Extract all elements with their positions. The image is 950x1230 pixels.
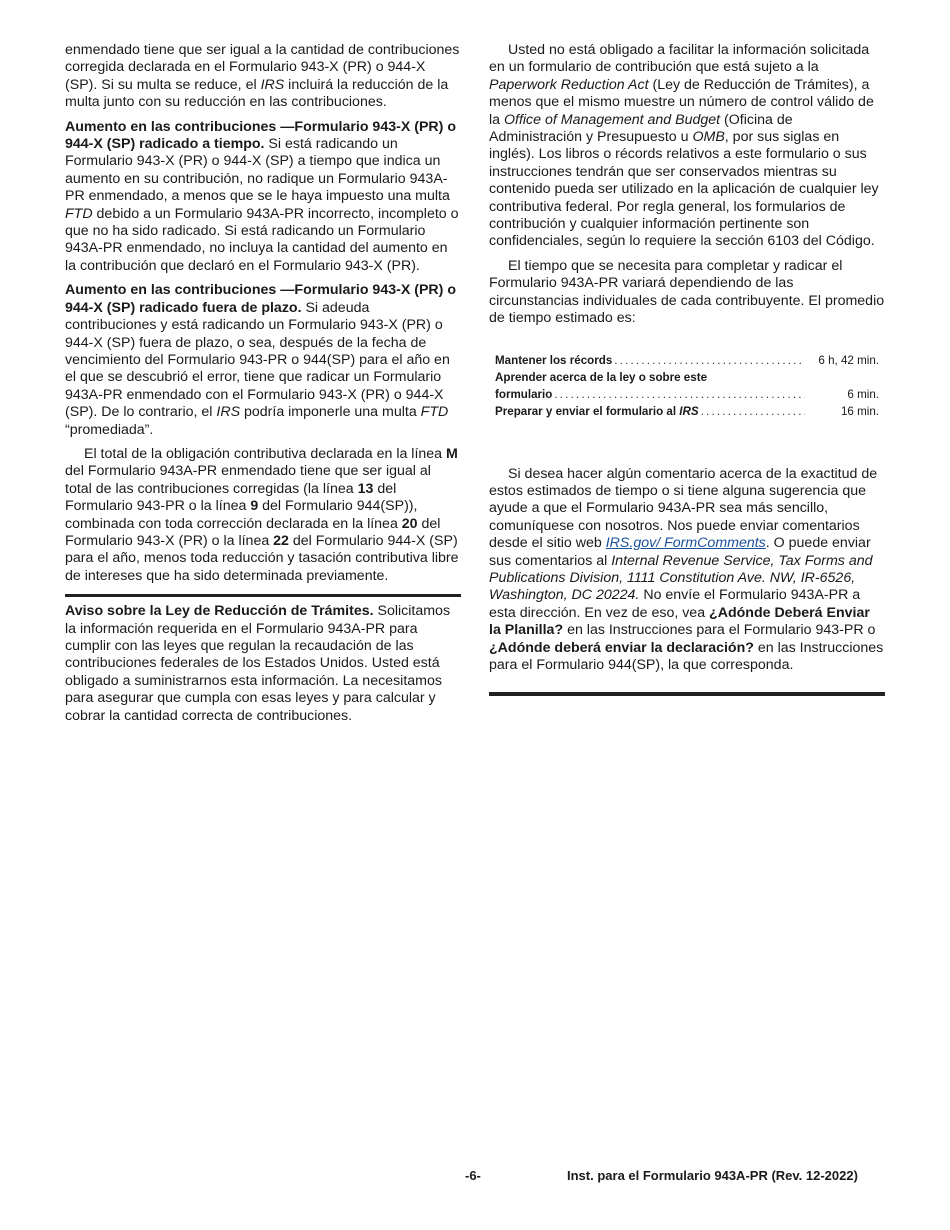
time-row-recordkeeping: Mantener los récords ..... 6 h, 42 min. <box>495 352 879 369</box>
dot-leader <box>701 403 805 420</box>
subheading-late-filed: Aumento en las contribuciones —Formulario 943-X (PR) o 944-X (SP) radicado fuera de plazo. <box>65 282 457 316</box>
document-title: Inst. para el Formulario 943A-PR (Rev. 12-2022) <box>567 1168 858 1183</box>
time-row-preparing: Preparar y enviar el formulario al IRS ..... 16 min. <box>495 403 879 420</box>
irs-address: Internal Revenue Service, Tax Forms and Publications Division, 1111 Constitution Ave. NW, IR-6526, Washington, DC 20224. <box>489 552 873 604</box>
time-row-learning: formulario ..... 6 min. <box>495 386 879 403</box>
subheading-timely-filed: Aumento en las contribuciones —Formulario 943-X (PR) o 944-X (SP) radicado a tiempo. <box>65 118 457 153</box>
paragraph-comments: Si desea hacer algún comentario acerca de la exactitud de estos estimados de tiempo o si tiene alguna sugerencia que ayude a que el Formulario 943A-PR sea más sencillo, comuníquese con nosotros. Nos puede enviar comentarios desde el sitio web IRS.gov/ FormComments. O puede enviar sus comentarios al Internal Revenue Service, Tax Forms and Publications Division, 1111 Constitution Ave. NW, IR-6526, Washington, DC 20224. No envíe el Formulario 943A-PR a esta dirección. En vez de eso, vea ¿Adónde Deberá Enviar la Planilla? en las Instrucciones para el Formulario 943-PR o ¿Adónde deberá enviar la declaración? en las Instrucciones para el Formulario 944(SP), la que corresponda. <box>489 465 884 673</box>
time-row-learning-heading: Aprender acerca de la ley o sobre este <box>495 370 708 384</box>
paragraph-penalty-reduction: enmendado tiene que ser igual a la cantidad de contribuciones corregida declarada en el Formulario 943-X (PR) o 944-X (SP). Si su multa se reduce, el IRS incluirá la reducción de la multa junto con su reducción en las contribuciones. <box>65 42 460 111</box>
time-estimate-table <box>495 352 879 420</box>
page-number: -6- <box>465 1168 481 1183</box>
irs-form-comments-link[interactable]: IRS.gov/ FormComments <box>605 535 766 552</box>
section-divider <box>65 594 461 597</box>
left-column <box>65 42 461 732</box>
end-divider <box>489 692 885 696</box>
paragraph-total-liability: El total de la obligación contributiva declarada en la línea M del Formulario 943A-PR enmendado tiene que ser igual al total de las contribuciones corregidas (la línea 13 del Formulario 943-PR o la línea 9 del Formulario 944(SP)), combinada con toda corrección declarada en la línea 20 del Formulario 943-X (PR) o la línea 22 del Formulario 944-X (SP) para el año, menos toda reducción y tasación contributiva libre de intereses que ha sido determinada previamente. <box>65 445 459 584</box>
paragraph-privacy-notice: Aviso sobre la Ley de Reducción de Trámites. Solicitamos la información requerida en el Formulario 943A-PR para cumplir con las leyes que regulan la recaudación de las contribuciones federales de los Estados Unidos. Usted está obligado a suministrarnos esta información. La necesitamos para asegurar que cumpla con esas leyes y para calcular y cobrar la cantidad correcta de contribuciones. <box>65 603 451 724</box>
right-column <box>489 42 885 696</box>
paragraph-time-needed: El tiempo que se necesita para completar y radicar el Formulario 943A-PR variará dependiendo de las circunstancias individuales de cada contribuyente. El promedio de tiempo estimado es: <box>489 257 885 327</box>
subheading-privacy-notice: Aviso sobre la Ley de Reducción de Trámites. <box>65 603 374 620</box>
dot-leader <box>554 386 805 403</box>
paragraph-timely-filed: Aumento en las contribuciones —Formulario 943-X (PR) o 944-X (SP) radicado a tiempo. Si está radicando un Formulario 943-X (PR) o 944-X (SP) a tiempo que indica un aumento en su contribución, no radique un Formulario 943A-PR enmendado, a menos que se le haya impuesto una multa FTD debido a un Formulario 943A-PR incorrecto, incompleto o que no ha sido radicado. Si está radicando un Formulario 943A-PR enmendado, no incluya la cantidad del aumento en la contribución que declaró en el Formulario 943-X (PR). <box>65 118 459 274</box>
dot-leader <box>614 352 805 369</box>
paragraph-paperwork-act: Usted no está obligado a facilitar la información solicitada en un formulario de contribución que está sujeto a la Paperwork Reduction Act (Ley de Reducción de Trámites), a menos que el mismo muestre un número de control válido de la Office of Management and Budget (Oficina de Administración y Presupuesto u OMB, por sus siglas en inglés). Los libros o récords relativos a este formulario o sus instrucciones tendrán que ser conservados mientras su contenido pueda ser utilizado en la aplicación de cualquier ley contributiva federal. Por regla general, los formularios de contribución y cualquier información pertinente son confidenciales, según lo requiere la sección 6103 del Código. <box>489 42 879 250</box>
paragraph-late-filed: Aumento en las contribuciones —Formulario 943-X (PR) o 944-X (SP) radicado fuera de plazo. Si adeuda contribuciones y está radicando un Formulario 943-X (PR) o 944-X (SP) fuera de plazo, o sea, después de la fecha de vencimiento del Formulario 943-PR o 944(SP) para el año en el que se descubrió el error, tiene que radicar un Formulario 943A-PR enmendado con el Formulario 943-X (PR) o 944-X (SP). De lo contrario, el IRS podría imponerle una multa FTD “promediada”. <box>65 282 457 438</box>
